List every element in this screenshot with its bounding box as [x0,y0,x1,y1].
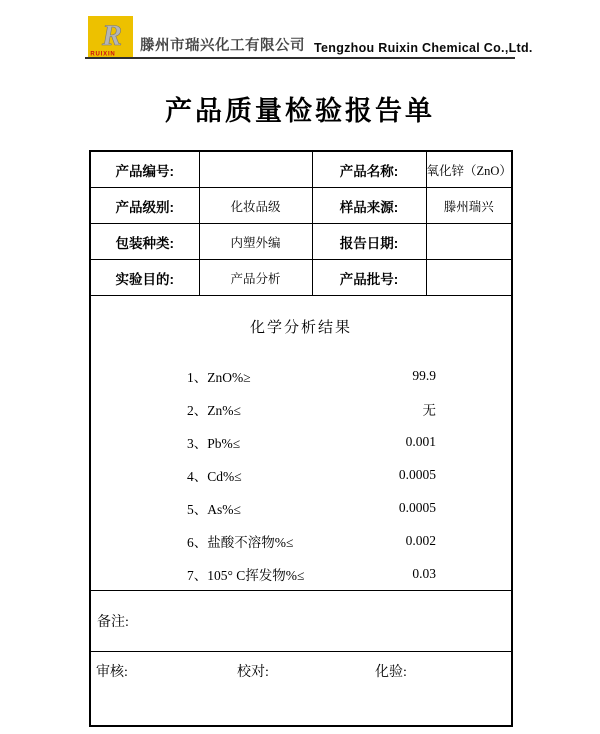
info-label-report-date: 报告日期: [312,224,426,260]
info-value-product-grade: 化妆品级 [199,188,312,224]
analysis-item-list [91,359,511,590]
info-label-package-type: 包装种类: [90,224,199,260]
remarks-inner [91,606,511,636]
company-logo-icon [88,16,133,58]
info-row [90,224,512,260]
analysis-item-value: 0.0005 [398,466,436,482]
analysis-item-label: 6、盐酸不溶物%≤ [187,534,294,550]
analysis-title: 化学分析结果 [249,320,352,336]
analysis-item-value: 无 [422,402,436,418]
analysis-item [91,425,511,458]
analysis-item [91,392,511,425]
analysis-item [91,359,511,392]
signature-cell [90,652,512,727]
info-row [90,260,512,296]
remarks-cell [90,591,512,652]
analysis-item-value: 0.001 [405,433,436,449]
info-value-report-date [426,224,512,260]
signature-test-label: 化验: [375,665,407,680]
info-label-product-no: 产品编号: [90,151,199,188]
logo-r-mark: R [101,19,123,52]
analysis-item-label: 1、ZnO%≥ [187,369,251,385]
signature-row [90,652,512,727]
letterhead [88,14,533,58]
signature-proofread-label: 校对: [237,665,269,680]
report-table [89,150,513,727]
analysis-item-label: 7、105° C挥发物%≤ [187,567,305,583]
analysis-item [91,557,511,590]
info-label-batch-no: 产品批号: [312,260,426,296]
info-row [90,188,512,224]
signature-review-label: 审核: [96,665,128,680]
analysis-item-label: 2、Zn%≤ [187,402,241,418]
analysis-item-value: 0.002 [405,532,436,548]
info-label-test-purpose: 实验目的: [90,260,199,296]
analysis-item-value: 0.03 [412,565,436,581]
analysis-item-value: 99.9 [412,367,436,383]
remarks-row [90,591,512,652]
logo-ruixin-text: RUIXIN [90,51,116,58]
info-value-product-no [199,151,312,188]
letterhead-rule [85,57,515,59]
company-name-cn: 滕州市瑞兴化工有限公司 [140,38,305,54]
info-value-test-purpose: 产品分析 [199,260,312,296]
company-name-en: Tengzhou Ruixin Chemical Co.,Ltd. [314,41,533,55]
page-title: 产品质量检验报告单 [165,96,435,126]
info-value-batch-no [426,260,512,296]
analysis-item [91,491,511,524]
info-value-package-type: 内塑外编 [199,224,312,260]
analysis-item-label: 4、Cd%≤ [187,468,242,484]
info-label-product-grade: 产品级别: [90,188,199,224]
analysis-item-label: 5、As%≤ [187,501,241,517]
info-row [90,151,512,188]
analysis-item [91,524,511,557]
analysis-item-value: 0.0005 [398,499,436,515]
signature-inner [91,652,511,725]
info-value-sample-source: 滕州瑞兴 [426,188,512,224]
info-label-sample-source: 样品来源: [312,188,426,224]
analysis-row [90,296,512,591]
analysis-section [90,296,512,591]
analysis-item [91,458,511,491]
analysis-item-label: 3、Pb%≤ [187,435,241,451]
info-label-product-name: 产品名称: [312,151,426,188]
remarks-label: 备注: [97,615,129,630]
info-value-product-name: 氧化锌（ZnO） [426,151,512,188]
